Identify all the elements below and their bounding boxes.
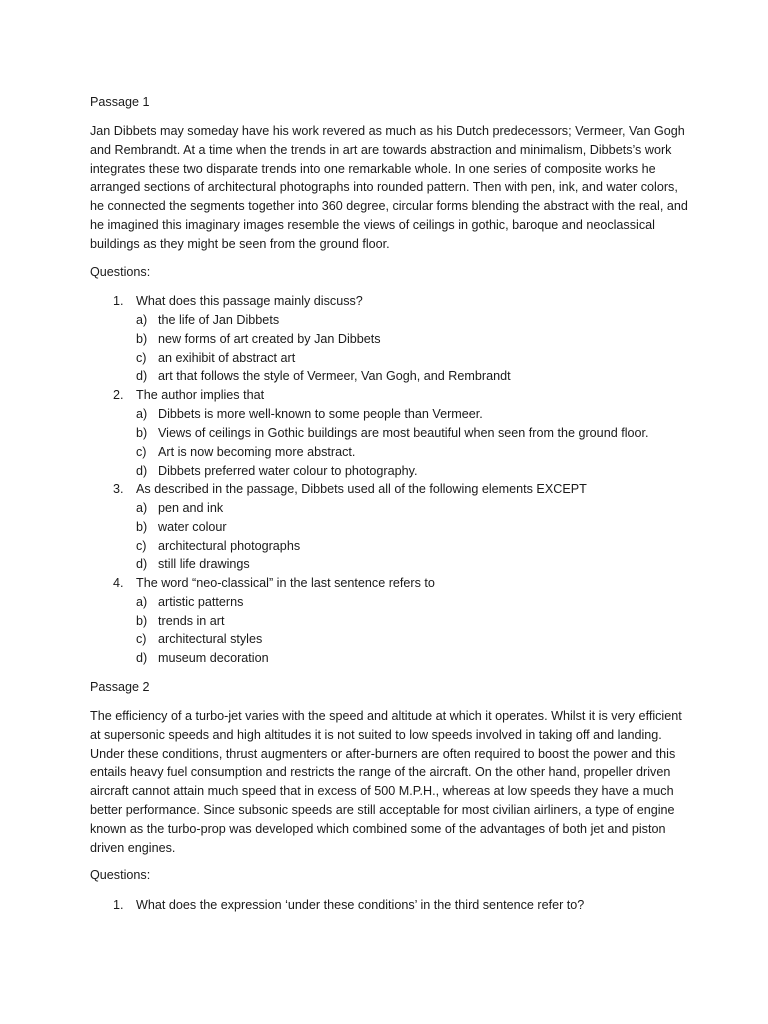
question-number: 3. <box>113 482 124 496</box>
question-number: 1. <box>113 294 124 308</box>
question-text: The author implies that <box>136 388 265 402</box>
option-letter: b) <box>136 614 148 628</box>
option-letter: a) <box>136 313 148 327</box>
option-text: the life of Jan Dibbets <box>158 313 280 327</box>
passage-1-text: Jan Dibbets may someday have his work revered as much as his Dutch predecessors; Vermeer, Van Gogh and Rembrandt. At a time when the trends in art are towards abstraction and minimalism, Dibbets’s work integrates these two disparate trends into one remarkable whole. In one series of composite works he arranged sections of architectural photographs into rounded pattern. Then with pen, ink, and water colors, he connected the segments together into 360 degree, circular forms blending the abstract with the real, and he imagined this imaginary images resemble the views of ceilings in gothic, baroque and neoclassical buildings as they might be seen from the ground floor. <box>90 124 688 251</box>
option-letter: a) <box>136 595 148 609</box>
question-text: What does this passage mainly discuss? <box>136 294 363 308</box>
option-letter: b) <box>136 426 148 440</box>
option-text: trends in art <box>158 614 225 628</box>
question-number: 1. <box>113 898 124 912</box>
question-number: 2. <box>113 388 124 402</box>
option-letter: c) <box>136 632 147 646</box>
question-number: 4. <box>113 576 124 590</box>
option-letter: a) <box>136 501 148 515</box>
option-text: artistic patterns <box>158 595 244 609</box>
option-text: architectural styles <box>158 632 263 646</box>
option-letter: d) <box>136 369 148 383</box>
option-letter: c) <box>136 445 147 459</box>
passage-2-text: The efficiency of a turbo-jet varies with the speed and altitude at which it operates. Whilst it is very efficient at supersonic speeds and high altitudes it is not suited to low speeds involved in taking off and landing. Under these conditions, thrust augmenters or after-burners are often required to boost the power and this entails heavy fuel consumption and restricts the range of the aircraft. On the other hand, propeller driven aircraft cannot attain much speed that in excess of 500 M.P.H., whereas at low speeds they have a much better performance. Since subsonic speeds are still acceptable for most civilian airliners, a type of engine known as the turbo-prop was developed which combined some of the advantages of both jet and piston driven engines. <box>90 709 682 855</box>
option-text: Views of ceilings in Gothic buildings are most beautiful when seen from the ground floor. <box>158 426 649 440</box>
option-text: architectural photographs <box>158 539 301 553</box>
option-text: water colour <box>158 520 227 534</box>
passage-1-heading: Passage 1 <box>90 95 150 109</box>
option-text: still life drawings <box>158 557 250 571</box>
option-letter: d) <box>136 464 148 478</box>
option-text: museum decoration <box>158 651 269 665</box>
question-text: What does the expression ‘under these conditions’ in the third sentence refer to? <box>136 898 585 912</box>
option-letter: c) <box>136 351 147 365</box>
option-letter: d) <box>136 651 148 665</box>
option-letter: d) <box>136 557 148 571</box>
option-letter: a) <box>136 407 148 421</box>
passage-2-questions-heading: Questions: <box>90 868 151 882</box>
option-letter: b) <box>136 520 148 534</box>
passage-2-heading: Passage 2 <box>90 680 150 694</box>
option-text: new forms of art created by Jan Dibbets <box>158 332 381 346</box>
question-text: As described in the passage, Dibbets used all of the following elements EXCEPT <box>136 482 587 496</box>
option-letter: c) <box>136 539 147 553</box>
option-letter: b) <box>136 332 148 346</box>
option-text: pen and ink <box>158 501 224 515</box>
option-text: Dibbets is more well-known to some people than Vermeer. <box>158 407 483 421</box>
option-text: Art is now becoming more abstract. <box>158 445 356 459</box>
option-text: Dibbets preferred water colour to photography. <box>158 464 418 478</box>
question-text: The word “neo-classical” in the last sentence refers to <box>136 576 435 590</box>
option-text: an exihibit of abstract art <box>158 351 296 365</box>
passage-1-questions-heading: Questions: <box>90 265 151 279</box>
option-text: art that follows the style of Vermeer, Van Gogh, and Rembrandt <box>158 369 511 383</box>
